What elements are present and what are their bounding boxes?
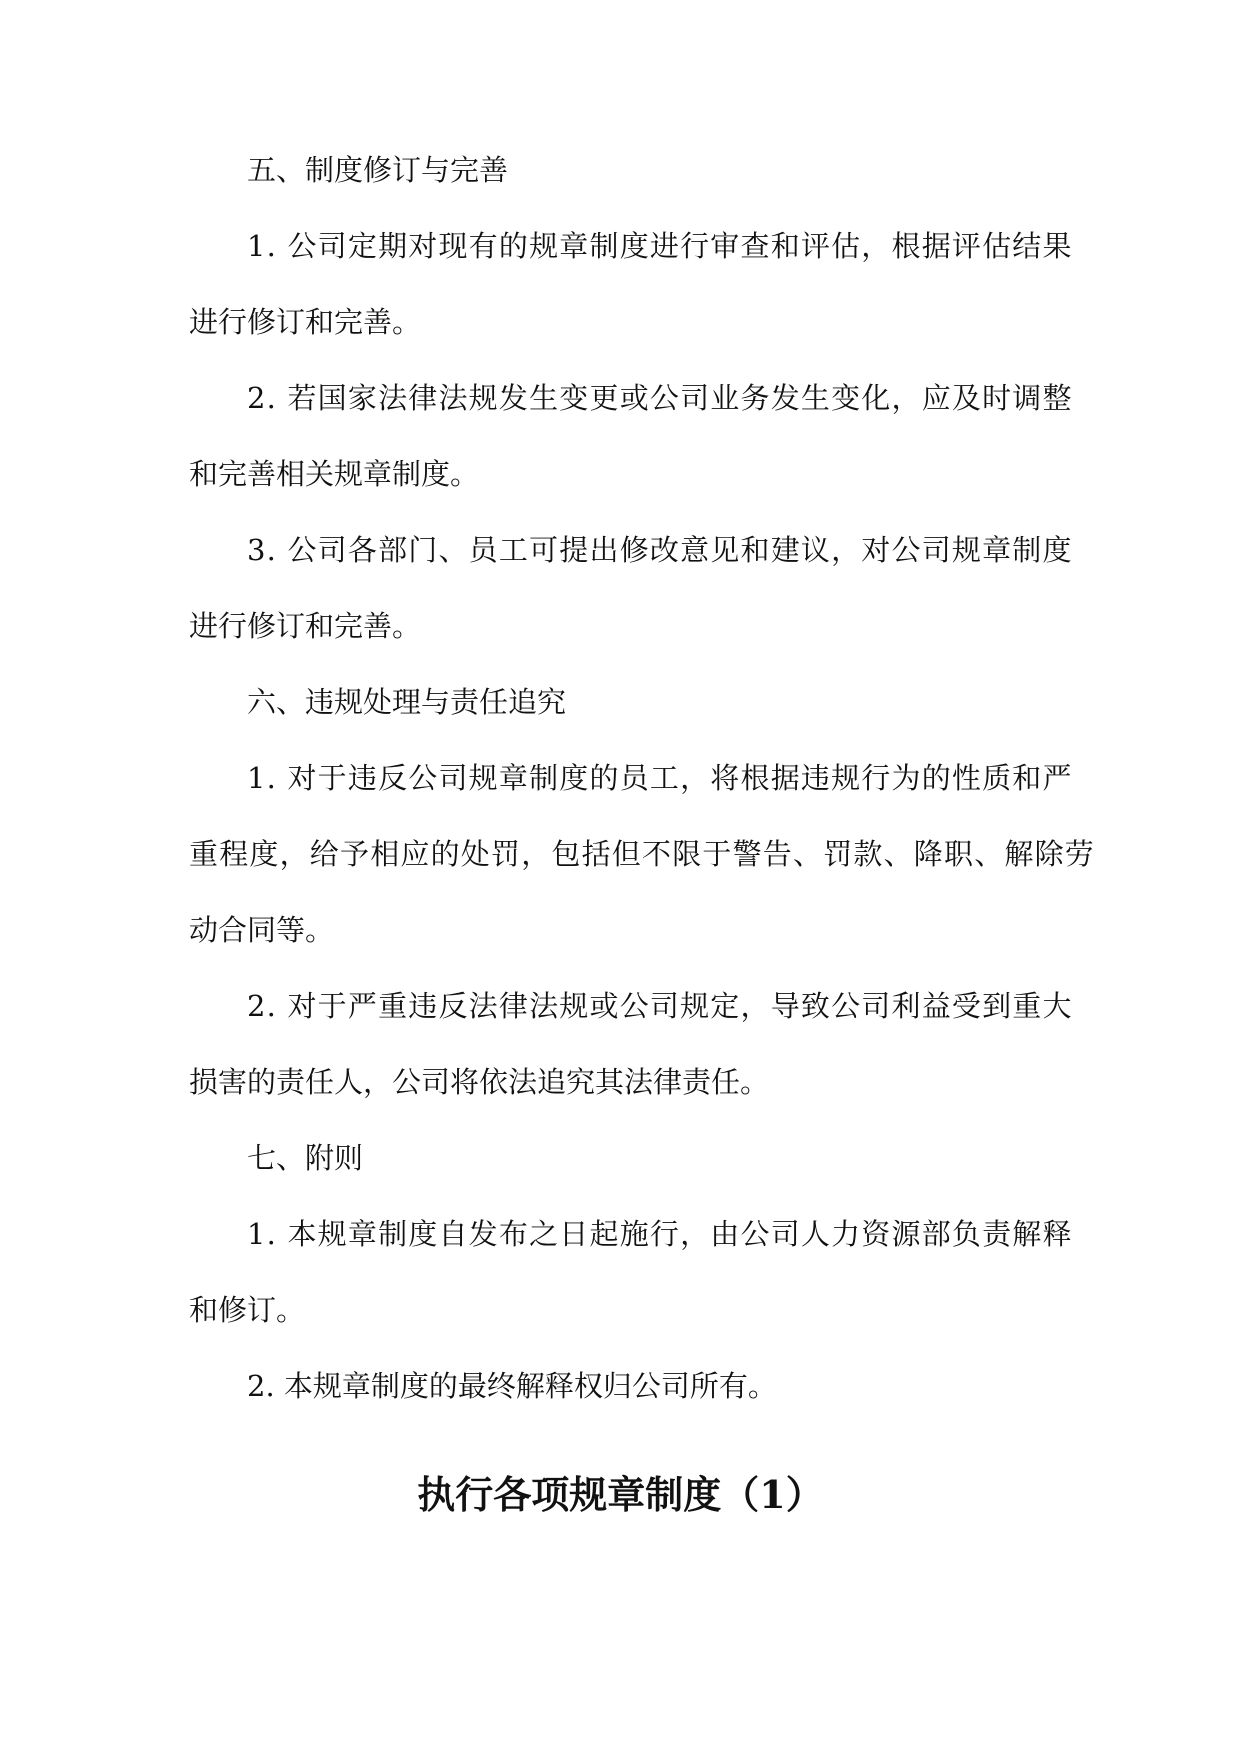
paragraph-line: 动合同等。	[189, 913, 335, 947]
paragraph-line: 进行修订和完善。	[189, 305, 422, 339]
paragraph-line: 重程度，给予相应的处罚，包括但不限于警告、罚款、降职、解除劳	[189, 837, 1096, 871]
section-heading-5: 五、制度修订与完善	[247, 153, 509, 187]
paragraph-line: 2. 对于严重违反法律法规或公司规定，导致公司利益受到重大	[247, 989, 1073, 1023]
paragraph-line: 2. 本规章制度的最终解释权归公司所有。	[247, 1369, 777, 1403]
paragraph-line: 1. 对于违反公司规章制度的员工，将根据违规行为的性质和严	[247, 761, 1073, 795]
paragraph-line: 和完善相关规章制度。	[189, 457, 480, 491]
paragraph-line: 3. 公司各部门、员工可提出修改意见和建议，对公司规章制度	[247, 533, 1073, 567]
paragraph-line: 进行修订和完善。	[189, 609, 422, 643]
paragraph-line: 1. 公司定期对现有的规章制度进行审查和评估，根据评估结果	[247, 229, 1073, 263]
paragraph-line: 和修订。	[189, 1293, 306, 1327]
document-title: 执行各项规章制度（1）	[417, 1472, 824, 1517]
paragraph-line: 2. 若国家法律法规发生变更或公司业务发生变化，应及时调整	[247, 381, 1073, 415]
section-heading-7: 七、附则	[247, 1141, 364, 1175]
paragraph-line: 损害的责任人，公司将依法追究其法律责任。	[189, 1065, 770, 1099]
paragraph-line: 1. 本规章制度自发布之日起施行，由公司人力资源部负责解释	[247, 1217, 1073, 1251]
section-heading-6: 六、违规处理与责任追究	[247, 685, 567, 719]
